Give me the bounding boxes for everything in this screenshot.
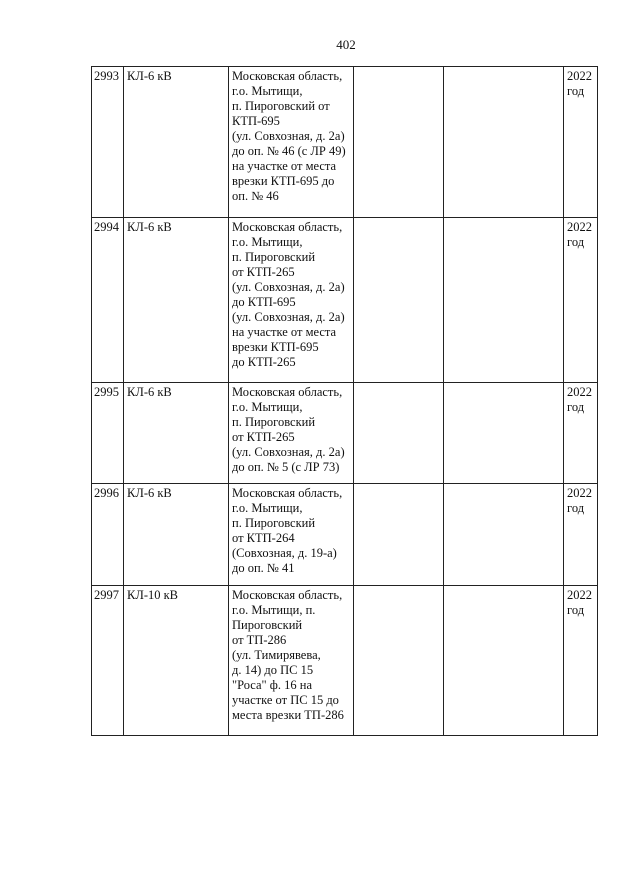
line-type-cell: КЛ-10 кВ — [124, 586, 229, 736]
empty-cell — [444, 484, 564, 586]
empty-cell — [444, 383, 564, 484]
line-type-cell: КЛ-6 кВ — [124, 67, 229, 218]
table-row — [92, 383, 598, 484]
registry-table — [91, 66, 598, 736]
year-cell: 2022 год — [564, 586, 598, 736]
year-cell: 2022 год — [564, 67, 598, 218]
empty-cell — [354, 218, 444, 383]
year-cell: 2022 год — [564, 218, 598, 383]
empty-cell — [354, 383, 444, 484]
year-cell: 2022 год — [564, 383, 598, 484]
address-cell: Московская область, г.о. Мытищи, п. Пироговский от КТП-265 (ул. Совхозная, д. 2а) до оп. № 5 (с ЛР 73) — [229, 383, 354, 484]
row-number-cell: 2996 — [92, 484, 124, 586]
empty-cell — [354, 586, 444, 736]
address-cell: Московская область, г.о. Мытищи, п. Пироговский от КТП-264 (Совхозная, д. 19-а) до оп. № 41 — [229, 484, 354, 586]
address-cell: Московская область, г.о. Мытищи, п. Пироговский от ТП-286 (ул. Тимирявева, д. 14) до ПС 15 "Роса" ф. 16 на участке от ПС 15 до места врезки ТП-286 — [229, 586, 354, 736]
empty-cell — [354, 484, 444, 586]
table-row — [92, 67, 598, 218]
year-cell: 2022 год — [564, 484, 598, 586]
row-number-cell: 2994 — [92, 218, 124, 383]
address-cell: Московская область, г.о. Мытищи, п. Пироговский от КТП-695 (ул. Совхозная, д. 2а) до оп. № 46 (с ЛР 49) на участке от места врезки КТП-695 до оп. № 46 — [229, 67, 354, 218]
table-row — [92, 586, 598, 736]
empty-cell — [444, 67, 564, 218]
row-number-cell: 2995 — [92, 383, 124, 484]
empty-cell — [444, 218, 564, 383]
row-number-cell: 2997 — [92, 586, 124, 736]
table-row — [92, 484, 598, 586]
empty-cell — [444, 586, 564, 736]
line-type-cell: КЛ-6 кВ — [124, 383, 229, 484]
row-number-cell: 2993 — [92, 67, 124, 218]
line-type-cell: КЛ-6 кВ — [124, 484, 229, 586]
address-cell: Московская область, г.о. Мытищи, п. Пироговский от КТП-265 (ул. Совхозная, д. 2а) до КТП-695 (ул. Совхозная, д. 2а) на участке от места врезки КТП-695 до КТП-265 — [229, 218, 354, 383]
empty-cell — [354, 67, 444, 218]
table-row — [92, 218, 598, 383]
line-type-cell: КЛ-6 кВ — [124, 218, 229, 383]
page-number: 402 — [336, 37, 356, 52]
